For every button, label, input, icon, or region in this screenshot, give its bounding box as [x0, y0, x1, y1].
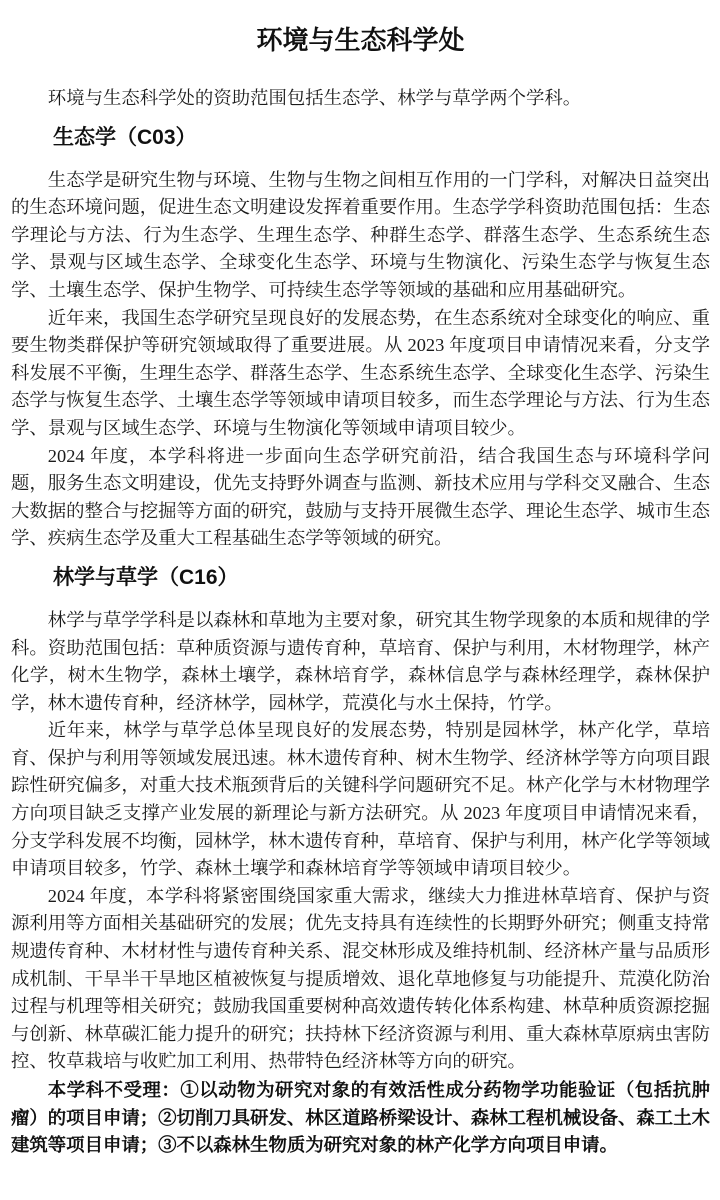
ecology-paragraph-scope: 生态学是研究生物与环境、生物与生物之间相互作用的一门学科，对解决日益突出的生态环境问题，促进生态文明建设发挥着重要作用。生态学学科资助范围包括：生态学理论与方法、行为生态学、生理生态学、种群生态学、群落生态学、生态系统生态学、景观与区域生态学、全球变化生态学、环境与生物演化、污染生态学与恢复生态学、土壤生态学、保护生物学、可持续生态学等领域的基础和应用基础研究。 — [11, 169, 710, 300]
ecology-paragraph-trends: 近年来，我国生态学研究呈现良好的发展态势，在生态系统对全球变化的响应、重要生物类群保护等研究领域取得了重要进展。从 2023 年度项目申请情况来看，分支学科发展不平衡，生理生态学、群落生态学、生态系统生态学、全球变化生态学、污染生态学与恢复生态学、土壤生态学等领域申请项目较多，而生态学理论与方法、行为生态学、景观与区域生态学、环境与生物演化等领域申请项目较少。 — [11, 307, 710, 438]
forestry-paragraph-2024-plan: 2024 年度，本学科将紧密围绕国家重大需求，继续大力推进林草培育、保护与资源利用等方面相关基础研究的发展；优先支持具有连续性的长期野外研究；侧重支持常规遗传育种、木材材性与遗传育种关系、混交林形成及维持机制、经济林产量与品质形成机制、干旱半干旱地区植被恢复与提质增效、退化草地修复与功能提升、荒漠化防治过程与机理等相关研究；鼓励我国重要树种高效遗传转化体系构建、林草种质资源挖掘与创新、林草碳汇能力提升的研究；扶持林下经济资源与利用、重大森林草原病虫害防控、牧草栽培与收贮加工利用、热带特色经济林等方向的研究。 — [11, 885, 710, 1072]
forestry-paragraph-scope: 林学与草学学科是以森林和草地为主要对象，研究其生物学现象的本质和规律的学科。资助范围包括：草种质资源与遗传育种，草培育、保护与利用，木材物理学，林产化学，树木生物学，森林土壤学，森林培育学，森林信息学与森林经理学，森林保护学，林木遗传育种，经济林学，园林学，荒漠化与水土保持，竹学。 — [11, 609, 710, 713]
forestry-paragraph-trends: 近年来，林学与草学总体呈现良好的发展态势，特别是园林学，林产化学，草培育、保护与利用等领域发展迅速。林木遗传育种、树木生物学、经济林学等方向项目跟踪性研究偏多，对重大技术瓶颈背后的关键科学问题研究不足。林产化学与木材物理学方向项目缺乏支撑产业发展的新理论与新方法研究。从 2023 年度项目申请情况来看，分支学科发展不均衡，园林学，林木遗传育种，草培育、保护与利用，林产化学等领域申请项目较多，竹学、森林土壤学和森林培育学等领域申请项目较少。 — [11, 720, 710, 879]
page-title: 环境与生态科学处 — [256, 25, 465, 55]
notice-paragraph-not-accepted: 本学科不受理：①以动物为研究对象的有效活性成分药物学功能验证（包括抗肿瘤）的项目申请；②切削刀具研发、林区道路桥梁设计、森林工程机械设备、森工土木建筑等项目申请；③不以森林生物质为研究对象的林产化学方向项目申请。 — [11, 1079, 710, 1156]
intro-paragraph: 环境与生态科学处的资助范围包括生态学、林学与草学两个学科。 — [47, 88, 582, 108]
section-heading-forestry-grassland: 林学与草学（C16） — [53, 565, 239, 589]
section-heading-ecology: 生态学（C03） — [53, 125, 197, 149]
section-forestry-grassland — [11, 563, 710, 1159]
ecology-paragraph-2024-plan: 2024 年度，本学科将进一步面向生态学研究前沿，结合我国生态与环境科学问题，服务生态文明建设，优先支持野外调查与监测、新技术应用与学科交叉融合、生态大数据的整合与挖掘等方面的研究，鼓励与支持开展微生态学、理论生态学、城市生态学、疾病生态学及重大工程基础生态学等领域的研究。 — [11, 445, 710, 549]
section-ecology — [11, 123, 710, 553]
